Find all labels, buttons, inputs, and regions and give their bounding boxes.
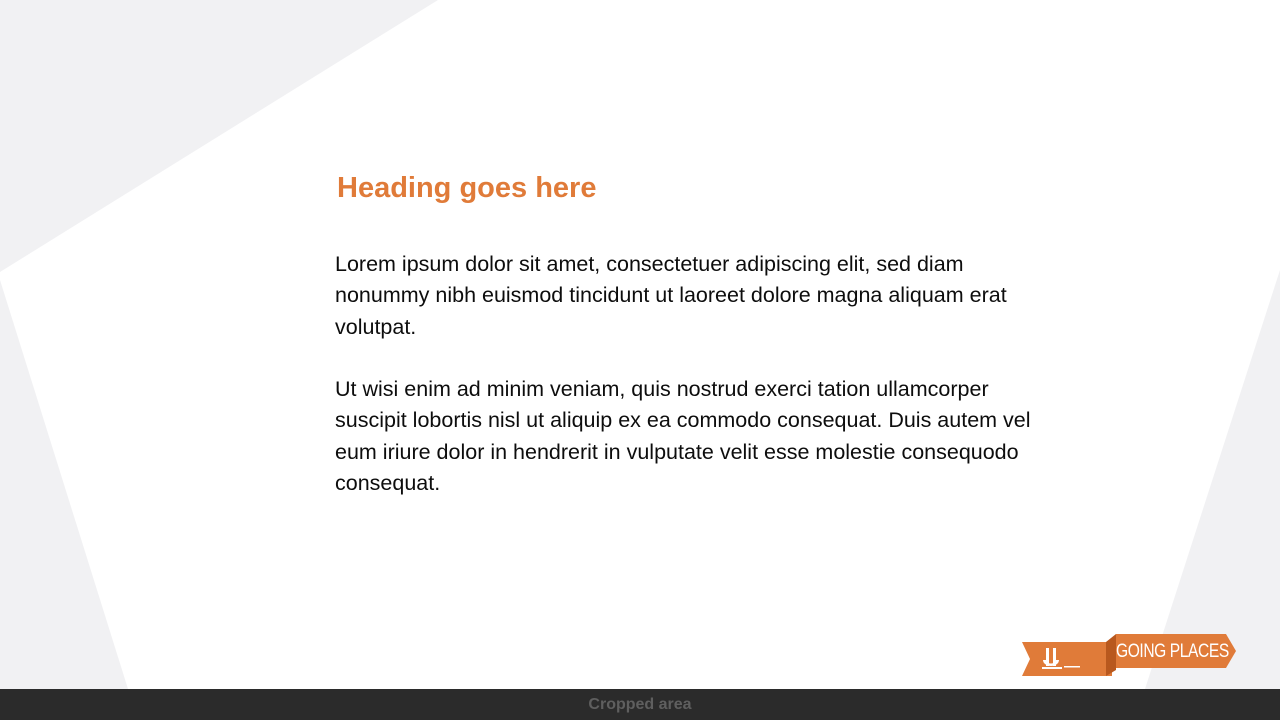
background-shape-left xyxy=(0,0,438,272)
body-paragraph-2: Ut wisi enim ad minim veniam, quis nostrud exerci tation ullamcorper suscipit lobortis nisl ut aliquip ex ea commodo consequat. Duis autem vel eum iriure dolor in hendrerit in vulputate velit esse molestie consequodo consequat. xyxy=(335,377,1031,495)
badge-ribbon-left xyxy=(1022,642,1112,676)
cropped-area-bar xyxy=(0,689,1280,720)
background-shape-right xyxy=(1145,270,1280,689)
badge-tagline: GOING PLACES xyxy=(1116,641,1229,662)
badge-ribbon-fold xyxy=(1106,634,1116,676)
cropped-area-label: Cropped area xyxy=(588,696,692,713)
slide-heading: Heading goes here xyxy=(337,172,597,204)
background-shape-bottom-left xyxy=(0,280,128,689)
body-paragraph-1: Lorem ipsum dolor sit amet, consectetuer adipiscing elit, sed diam nonummy nibh euismod tincidunt ut laoreet dolore magna aliquam erat volutpat. xyxy=(335,252,1007,339)
